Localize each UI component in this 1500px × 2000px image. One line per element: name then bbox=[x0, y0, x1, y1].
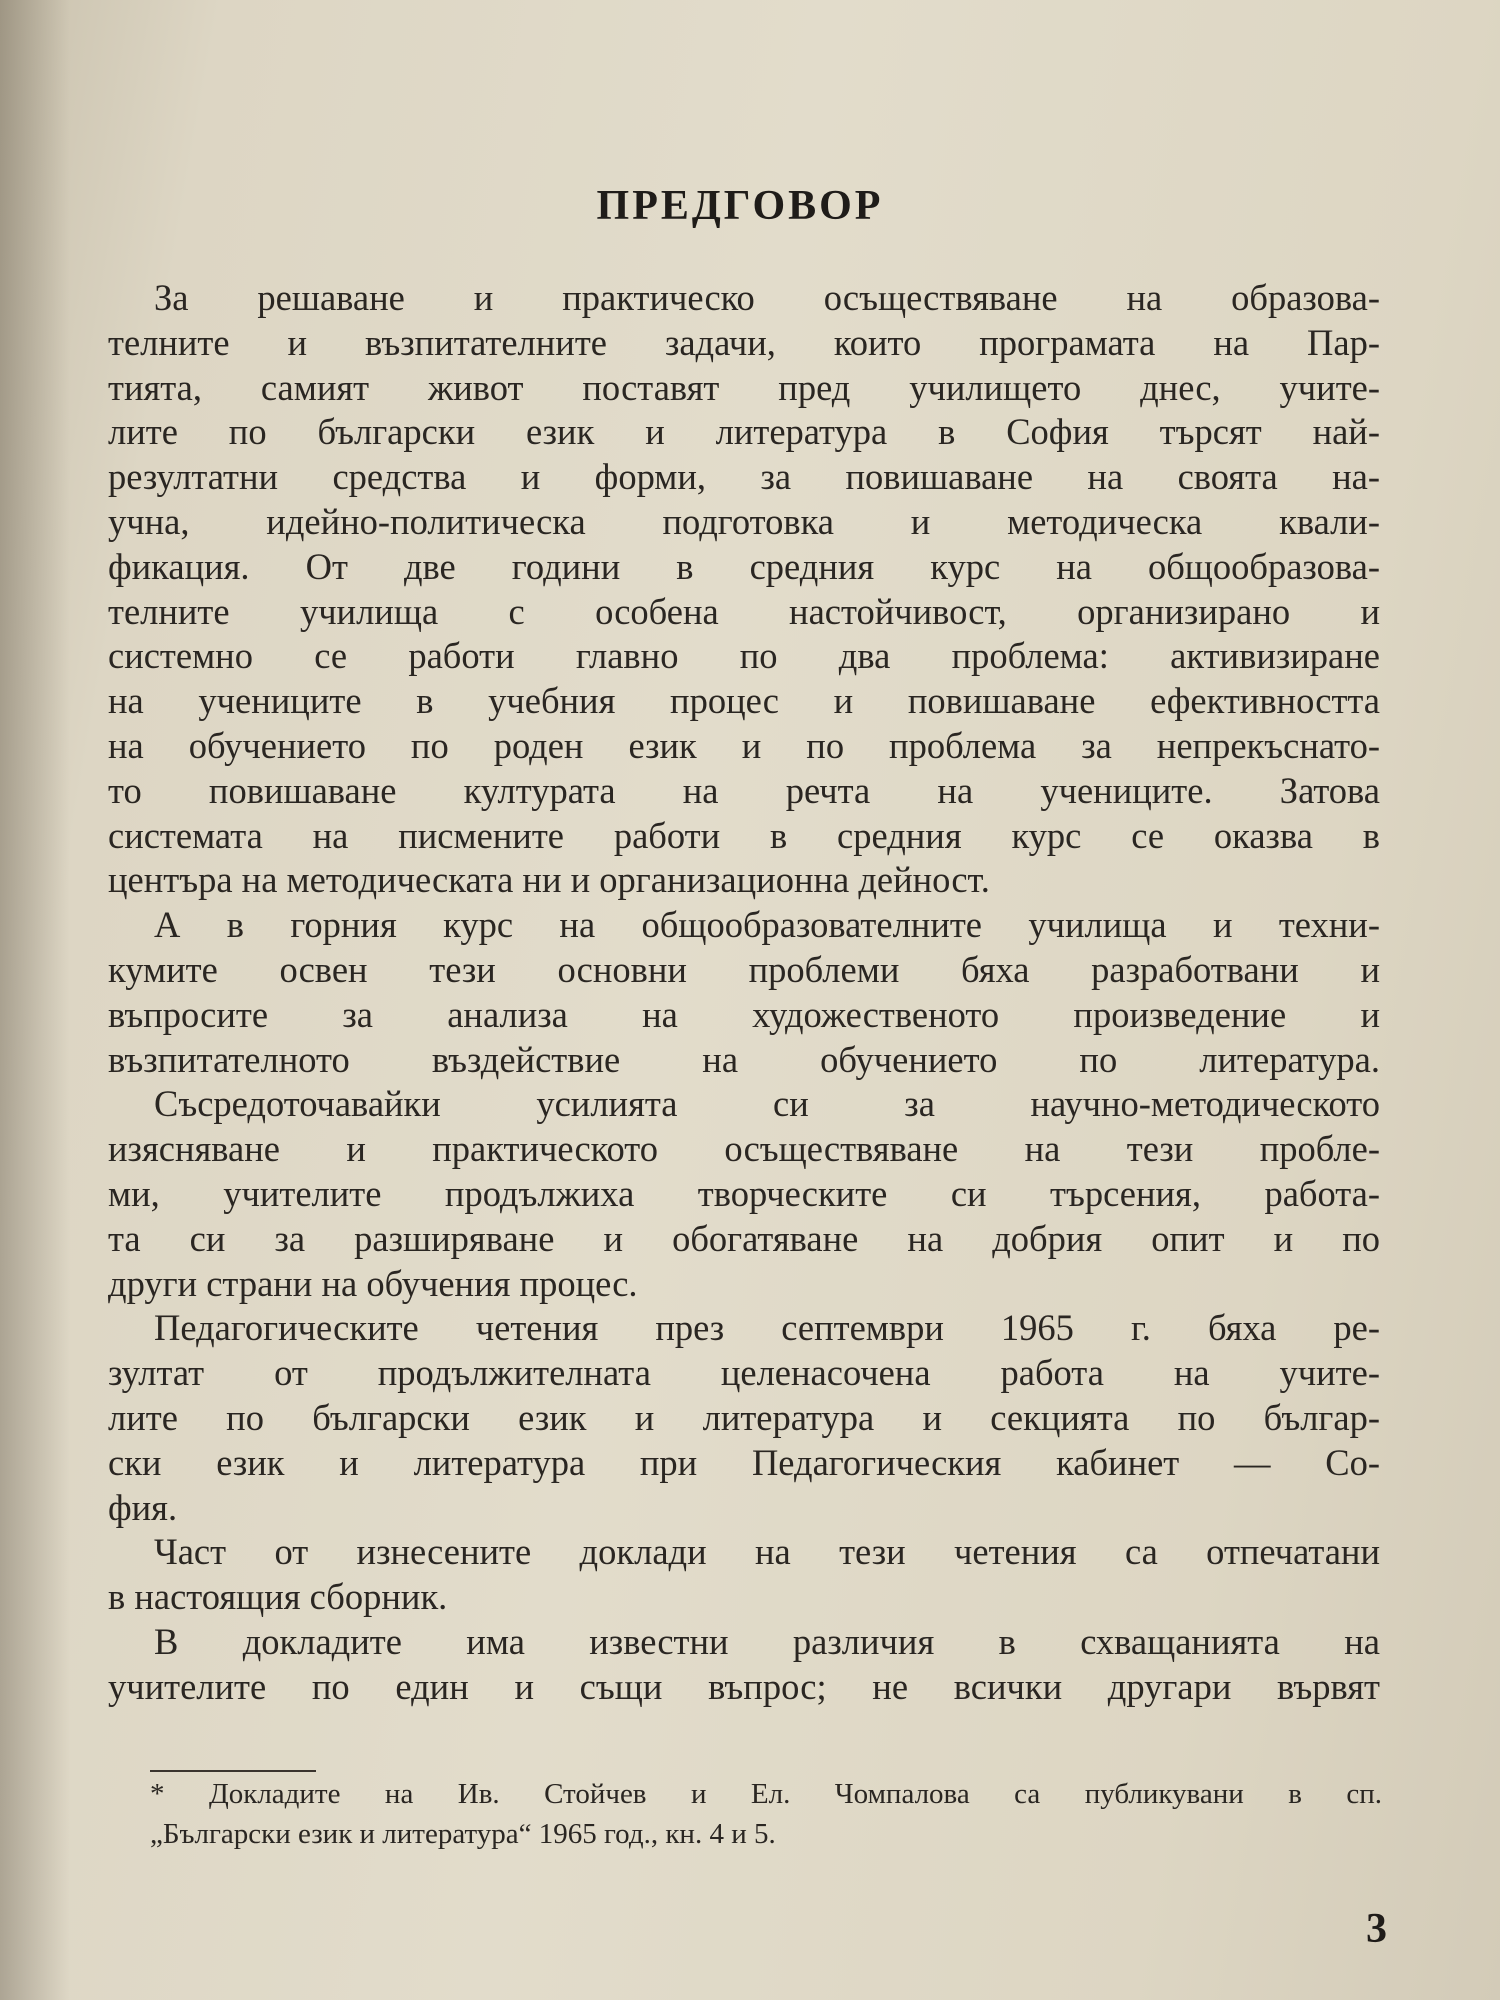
text-line: зултат от продължителната целенасочена работа на учите- bbox=[108, 1352, 1380, 1394]
text-line: системно се работи главно по два проблема: активизиране bbox=[108, 635, 1380, 677]
binding-shadow bbox=[0, 0, 70, 2000]
footnote-divider bbox=[150, 1770, 316, 1772]
text-line: лите по български език и литература и секцията по българ- bbox=[108, 1396, 1380, 1438]
text-line: кумите освен тези основни проблеми бяха разработвани и bbox=[108, 948, 1380, 990]
text-line: фикация. От две години в средния курс на общообразова- bbox=[108, 545, 1380, 587]
text-line: системата на писмените работи в средния курс се оказва в bbox=[108, 814, 1380, 856]
text-line: други страни на обучения процес. bbox=[108, 1262, 638, 1304]
text-line: учителите по един и същи въпрос; не всички другари вървят bbox=[108, 1665, 1380, 1707]
text-line: телните училища с особена настойчивост, организирано и bbox=[108, 590, 1380, 632]
page-title: ПРЕДГОВОР bbox=[596, 183, 884, 229]
body-text bbox=[108, 276, 1380, 1710]
text-line: то повишаване културата на речта на учениците. Затова bbox=[108, 769, 1380, 811]
text-line: на обучението по роден език и по проблема за непрекъснато- bbox=[108, 724, 1380, 766]
text-line: За решаване и практическо осъществяване на образова- bbox=[154, 277, 1380, 318]
text-line: А в горния курс на общообразователните училища и техни- bbox=[154, 904, 1380, 946]
text-line: Част от изнесените доклади на тези четения са отпечатани bbox=[154, 1531, 1380, 1573]
text-line: на учениците в учебния процес и повишаване ефективността bbox=[108, 680, 1380, 722]
text-line: В докладите има известни различия в схващанията на bbox=[154, 1620, 1380, 1662]
text-line: ми, учителите продължиха творческите си търсения, работа- bbox=[108, 1172, 1380, 1214]
text-line: та си за разширяване и обогатяване на добрия опит и по bbox=[108, 1217, 1380, 1259]
footnote bbox=[150, 1774, 1382, 1854]
footnote-line: * Докладите на Ив. Стойчев и Ел. Чомпалова са публикувани в сп. bbox=[150, 1778, 1382, 1810]
footnote-line: „Български език и литература“ 1965 год., кн. 4 и 5. bbox=[150, 1818, 776, 1850]
text-line: резултатни средства и форми, за повишаване на своята на- bbox=[108, 456, 1380, 498]
text-line: в настоящия сборник. bbox=[108, 1576, 448, 1618]
text-line: Педагогическите четения през септември 1965 г. бяха ре- bbox=[154, 1307, 1380, 1349]
text-line: лите по български език и литература в София търсят най- bbox=[108, 411, 1380, 453]
text-line: въпросите за анализа на художественото произведение и bbox=[108, 993, 1380, 1035]
text-line: възпитателното въздействие на обучението по литература. bbox=[108, 1038, 1380, 1080]
text-line: тията, самият живот поставят пред училището днес, учите- bbox=[108, 366, 1380, 408]
text-line: учна, идейно-политическа подготовка и методическа квали- bbox=[108, 500, 1380, 542]
text-line: центъра на методическата ни и организационна дейност. bbox=[108, 859, 990, 901]
text-line: Съсредоточавайки усилията си за научно-методическото bbox=[154, 1083, 1380, 1125]
text-line: телните и възпитателните задачи, които програмата на Пар- bbox=[108, 321, 1380, 363]
page-number: 3 bbox=[1366, 1906, 1387, 1952]
text-line: ски език и литература при Педагогическия кабинет — Со- bbox=[108, 1441, 1380, 1483]
text-line: фия. bbox=[108, 1486, 178, 1528]
text-line: изясняване и практическото осъществяване на тези пробле- bbox=[108, 1128, 1380, 1170]
